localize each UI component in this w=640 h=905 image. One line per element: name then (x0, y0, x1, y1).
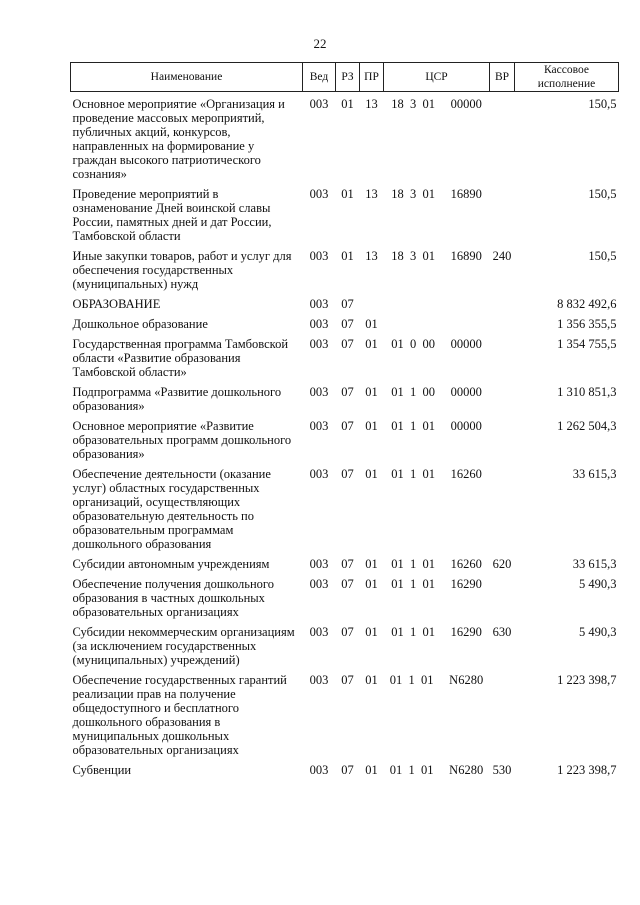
row-name: Иные закупки товаров, работ и услуг для обеспечения государственных (муниципальных) нужд (72, 249, 292, 291)
row-csr: 01 1 01 16260 (391, 467, 482, 481)
row-amount: 150,5 (588, 97, 617, 111)
row-ved: 003 (309, 467, 329, 481)
row-amount: 1 354 755,5 (557, 337, 617, 351)
row-pr: 01 (365, 419, 378, 433)
row-vr (490, 182, 515, 244)
row-ved: 003 (309, 97, 329, 111)
row-rz: 07 (341, 337, 354, 351)
table-row (71, 620, 619, 668)
row-csr: 01 1 01 16290 (391, 577, 482, 591)
row-csr: 01 1 01 16290 (391, 625, 482, 639)
row-pr: 01 (365, 673, 378, 687)
row-csr: 01 1 01 16260 (391, 557, 482, 571)
row-name: Основное мероприятие «Развитие образовательных программ дошкольного образования» (72, 419, 292, 461)
row-ved: 003 (309, 337, 329, 351)
row-name: Проведение мероприятий в ознаменование Дней воинской славы России, памятных дней и дат России, Тамбовской области (72, 187, 272, 243)
budget-execution-table (70, 62, 619, 778)
row-ved: 003 (309, 187, 329, 201)
row-vr (490, 332, 515, 380)
row-vr: 530 (492, 763, 512, 777)
row-name: Дошкольное образование (72, 317, 208, 331)
row-amount: 1 262 504,3 (557, 419, 617, 433)
row-name: Государственная программа Тамбовской области «Развитие образования Тамбовской области» (72, 337, 289, 379)
row-vr (490, 312, 515, 332)
table-row (71, 182, 619, 244)
row-csr: 18 3 01 16890 (391, 249, 482, 263)
row-rz: 07 (341, 385, 354, 399)
row-rz: 07 (341, 297, 354, 311)
header-amount: Кассовое исполнение (515, 63, 619, 92)
row-ved: 003 (309, 419, 329, 433)
row-pr: 01 (365, 337, 378, 351)
row-ved: 003 (309, 317, 329, 331)
row-csr (384, 292, 490, 312)
row-pr: 01 (365, 385, 378, 399)
row-pr: 01 (365, 763, 378, 777)
row-amount: 1 223 398,7 (557, 763, 617, 777)
table-row (71, 414, 619, 462)
row-rz: 07 (341, 673, 354, 687)
row-vr (490, 572, 515, 620)
row-vr (490, 668, 515, 758)
row-name: Обеспечение государственных гарантий реализации прав на получение общедоступного и бесплатного дошкольного образования в муниципальных дошкольных образовательных организациях (72, 673, 287, 757)
row-pr (360, 292, 384, 312)
table-row (71, 462, 619, 552)
row-name: Субсидии автономным учреждениям (72, 557, 270, 571)
table-row (71, 572, 619, 620)
row-vr (490, 292, 515, 312)
row-csr: 18 3 01 16890 (391, 187, 482, 201)
row-rz: 07 (341, 625, 354, 639)
row-rz: 07 (341, 317, 354, 331)
row-pr: 13 (365, 249, 378, 263)
table-row (71, 292, 619, 312)
header-rz: РЗ (336, 63, 360, 92)
row-csr: 01 1 01 00000 (391, 419, 482, 433)
row-ved: 003 (309, 249, 329, 263)
header-name: Наименование (71, 63, 303, 92)
row-pr: 13 (365, 97, 378, 111)
row-csr (384, 312, 490, 332)
row-ved: 003 (309, 763, 329, 777)
row-ved: 003 (309, 297, 329, 311)
row-name: Обеспечение деятельности (оказание услуг) областных государственных организаций, осуществляющих образовательную деятельность по образовательным программам дошкольного образования (72, 467, 271, 551)
row-csr: 01 1 01 N6280 (389, 673, 484, 687)
row-amount: 150,5 (588, 249, 617, 263)
page-number: 22 (313, 36, 327, 51)
row-ved: 003 (309, 557, 329, 571)
row-amount: 150,5 (588, 187, 617, 201)
table-row (71, 668, 619, 758)
row-amount: 33 615,3 (572, 467, 617, 481)
header-vr: ВР (490, 63, 515, 92)
row-rz: 07 (341, 419, 354, 433)
table-header-row (71, 63, 619, 92)
row-pr: 01 (365, 467, 378, 481)
row-vr: 240 (492, 249, 512, 263)
row-ved: 003 (309, 577, 329, 591)
table-row (71, 312, 619, 332)
row-vr (490, 414, 515, 462)
row-pr: 01 (365, 557, 378, 571)
row-name: Основное мероприятие «Организация и проведение массовых мероприятий, публичных акций, конкурсов, направленных на формирование у граждан высокого патриотического сознания» (72, 97, 285, 181)
row-amount: 33 615,3 (572, 557, 617, 571)
table-row (71, 758, 619, 778)
table-row (71, 244, 619, 292)
row-amount: 8 832 492,6 (557, 297, 617, 311)
row-csr: 01 0 00 00000 (391, 337, 482, 351)
row-csr: 18 3 01 00000 (391, 97, 482, 111)
table-row (71, 380, 619, 414)
row-vr (490, 462, 515, 552)
row-rz: 01 (341, 97, 354, 111)
row-vr: 630 (492, 625, 512, 639)
row-rz: 07 (341, 467, 354, 481)
table-row (71, 552, 619, 572)
row-name: Подпрограмма «Развитие дошкольного образования» (72, 385, 282, 413)
row-rz: 07 (341, 763, 354, 777)
header-pr: ПР (360, 63, 384, 92)
row-name: Субсидии некоммерческим организациям (за исключением государственных (муниципальных) учреждений) (72, 625, 295, 667)
row-vr (490, 380, 515, 414)
row-amount: 1 356 355,5 (557, 317, 617, 331)
header-csr: ЦСР (384, 63, 490, 92)
row-pr: 01 (365, 625, 378, 639)
row-ved: 003 (309, 385, 329, 399)
row-name: Субвенции (72, 763, 132, 777)
row-ved: 003 (309, 673, 329, 687)
row-ved: 003 (309, 625, 329, 639)
row-rz: 01 (341, 187, 354, 201)
row-csr: 01 1 01 N6280 (389, 763, 484, 777)
row-rz: 01 (341, 249, 354, 263)
table-row (71, 92, 619, 183)
row-rz: 07 (341, 577, 354, 591)
row-amount: 5 490,3 (579, 625, 617, 639)
row-pr: 01 (365, 317, 378, 331)
header-ved: Вед (303, 63, 336, 92)
row-rz: 07 (341, 557, 354, 571)
row-csr: 01 1 00 00000 (391, 385, 482, 399)
row-vr (490, 92, 515, 183)
table-row (71, 332, 619, 380)
row-name: Обеспечение получения дошкольного образования в частных дошкольных образовательных организациях (72, 577, 274, 619)
row-amount: 1 223 398,7 (557, 673, 617, 687)
row-vr: 620 (492, 557, 512, 571)
row-pr: 01 (365, 577, 378, 591)
row-pr: 13 (365, 187, 378, 201)
row-amount: 5 490,3 (579, 577, 617, 591)
row-amount: 1 310 851,3 (557, 385, 617, 399)
row-name: ОБРАЗОВАНИЕ (72, 297, 161, 311)
